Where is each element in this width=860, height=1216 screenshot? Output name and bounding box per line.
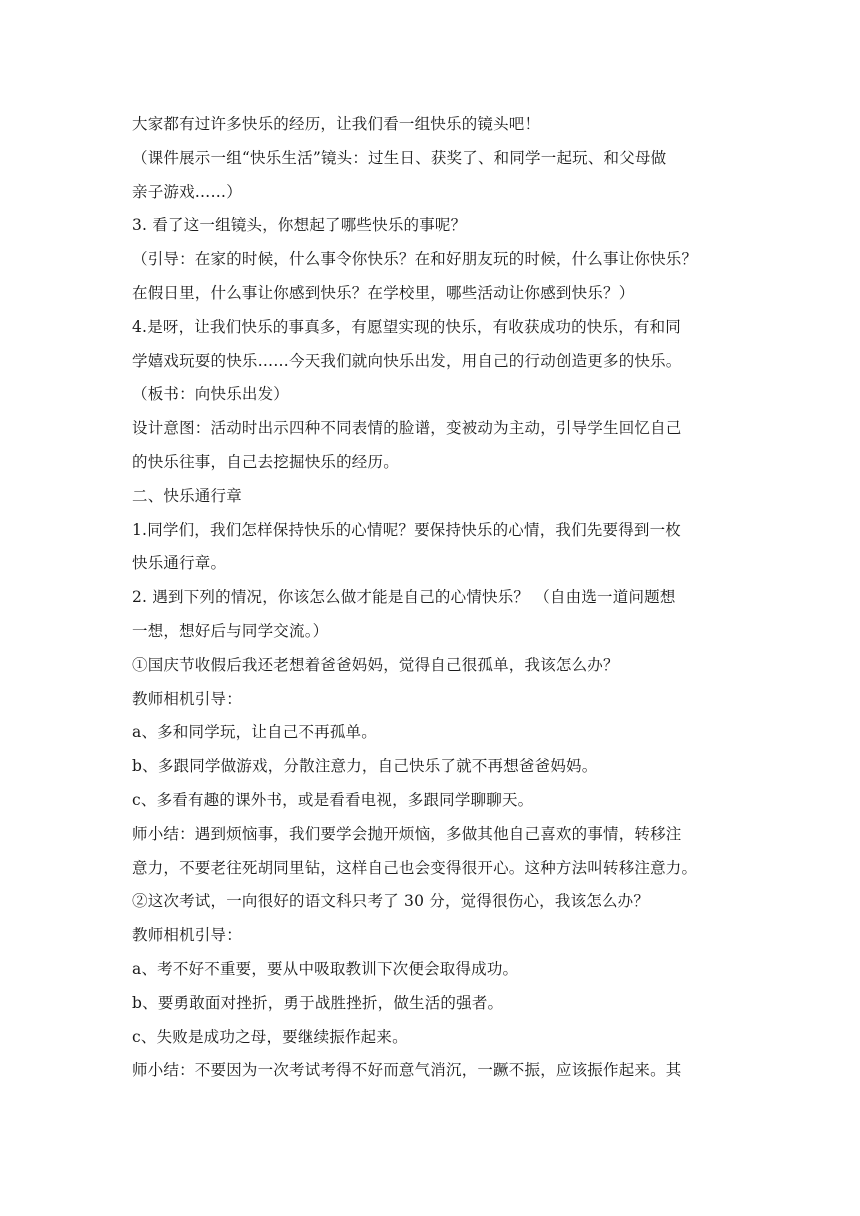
text-line: 设计意图：活动时出示四种不同表情的脸谱，变被动为主动，引导学生回忆自己 [132,419,682,438]
text-line: 大家都有过许多快乐的经历，让我们看一组快乐的镜头吧！ [132,115,541,133]
text-line: （板书：向快乐出发） [132,385,290,404]
text-line: 1.同学们，我们怎样保持快乐的心情呢？要保持快乐的心情，我们先要得到一枚 [132,520,681,539]
list-item: b、多跟同学做游戏，分散注意力，自己快乐了就不再想爸爸妈妈。 [132,757,598,776]
text-line: 的快乐往事，自己去挖掘快乐的经历。 [132,452,399,471]
text-line: 在假日里，什么事让你感到快乐？在学校里，哪些活动让你感到快乐？） [132,283,635,302]
text-line: 意力，不要老往死胡同里钻，这样自己也会变得很开心。这种方法叫转移注意力。 [132,858,698,877]
text-line: 快乐通行章。 [132,554,227,573]
text-line: 师小结：不要因为一次考试考得不好而意气消沉，一蹶不振，应该振作起来。其 [132,1061,682,1080]
text-line: 3. 看了这一组镜头，你想起了哪些快乐的事呢？ [132,216,467,235]
text-line: （引导：在家的时候，什么事令你快乐？在和好朋友玩的时候，什么事让你快乐？ [132,250,698,269]
list-item: a、多和同学玩，让自己不再孤单。 [132,723,377,742]
text-line: （课件展示一组“快乐生活”镜头：过生日、获奖了、和同学一起玩、和父母做 [132,148,667,167]
text-line: ②这次考试，一向很好的语文科只考了 30 分，觉得很伤心，我该怎么办？ [132,892,650,911]
list-item: c、失败是成功之母，要继续振作起来。 [132,1027,408,1046]
text-line: 亲子游戏……） [132,182,242,201]
text-line: 教师相机引导： [132,689,242,708]
text-line: 2. 遇到下列的情况，你该怎么做才能是自己的心情快乐？ （自由选一道问题想 [132,588,676,607]
list-item: c、多看有趣的课外书，或是看看电视，多跟同学聊聊天。 [132,790,534,809]
text-line: 4.是呀，让我们快乐的事真多，有愿望实现的快乐，有收获成功的快乐，有和同 [132,317,681,336]
text-line: 一想，想好后与同学交流。） [132,621,329,640]
list-item: a、考不好不重要，要从中吸取教训下次便会取得成功。 [132,959,519,978]
document-body [132,108,732,1088]
text-line: ①国庆节收假后我还老想着爸爸妈妈，觉得自己很孤单，我该怎么办？ [132,655,619,674]
list-item: b、要勇敢面对挫折，勇于战胜挫折，做生活的强者。 [132,993,504,1012]
text-line: 教师相机引导： [132,926,242,945]
section-heading: 二、快乐通行章 [132,486,242,505]
text-line: 师小结：遇到烦恼事，我们要学会抛开烦恼，多做其他自己喜欢的事情，转移注 [132,824,682,843]
text-line: 学嬉戏玩耍的快乐……今天我们就向快乐出发，用自己的行动创造更多的快乐。 [132,351,682,370]
